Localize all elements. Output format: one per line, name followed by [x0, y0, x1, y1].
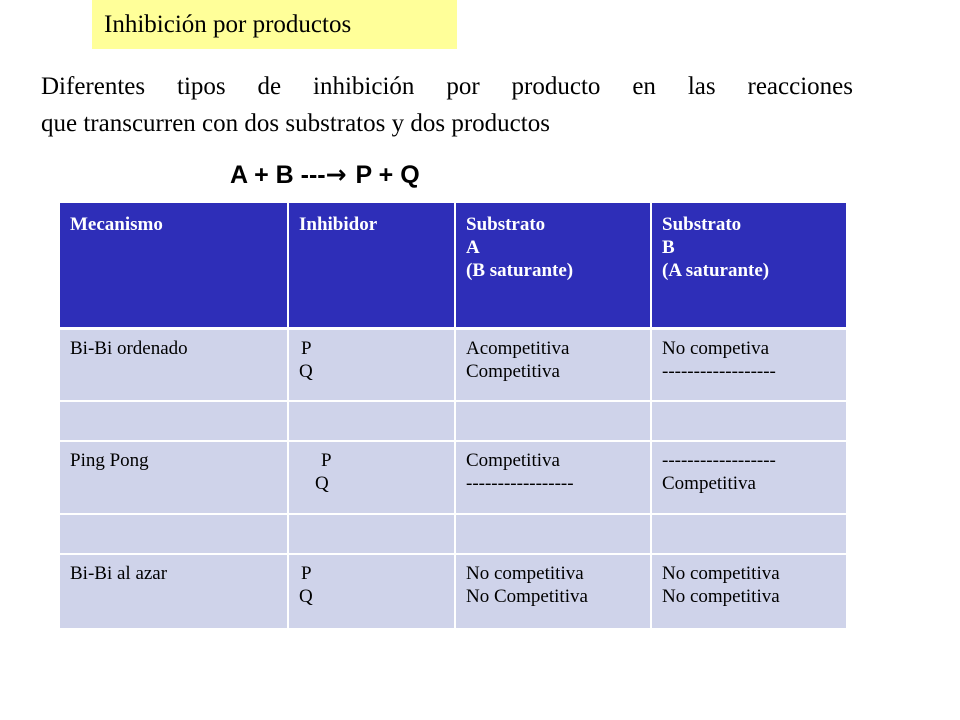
cell-substrato-b: ------------------ Competitiva — [651, 441, 846, 514]
arrow-right-icon: → — [325, 160, 347, 189]
cell-mecanismo: Ping Pong — [60, 441, 288, 514]
header-substrato-a: Substrato A (B saturante) — [455, 203, 651, 328]
cell-substrato-a: Competitiva ----------------- — [455, 441, 651, 514]
table-row — [60, 441, 846, 514]
cell-substrato-a: Acompetitiva Competitiva — [455, 328, 651, 401]
cell-substrato-a: No competitiva No Competitiva — [455, 554, 651, 628]
intro-paragraph — [41, 68, 853, 142]
table-header-row — [60, 203, 846, 328]
cell-mecanismo: Bi-Bi ordenado — [60, 328, 288, 401]
cell-inhibidor: P Q — [288, 328, 455, 401]
slide-title — [92, 0, 457, 49]
inhibition-table — [60, 203, 846, 628]
intro-line-2: que transcurren con dos substratos y dos productos — [41, 110, 550, 137]
header-inhibidor: Inhibidor — [288, 203, 455, 328]
header-mecanismo: Mecanismo — [60, 203, 288, 328]
reaction-reactants: A + B --- — [230, 161, 326, 189]
reaction-equation — [230, 159, 420, 191]
cell-inhibidor: P Q — [288, 441, 455, 514]
table-row — [60, 328, 846, 401]
slide-title-text: Inhibición por productos — [104, 11, 352, 38]
reaction-products: P + Q — [348, 161, 420, 189]
cell-inhibidor: P Q — [288, 554, 455, 628]
table-spacer-row — [60, 514, 846, 554]
cell-substrato-b: No competitiva No competitiva — [651, 554, 846, 628]
intro-line-1: Diferentes tipos de inhibición por producto en las reacciones — [41, 73, 853, 100]
header-substrato-b: Substrato B (A saturante) — [651, 203, 846, 328]
table-row — [60, 554, 846, 628]
cell-substrato-b: No competiva ------------------ — [651, 328, 846, 401]
table-spacer-row — [60, 401, 846, 441]
cell-mecanismo: Bi-Bi al azar — [60, 554, 288, 628]
